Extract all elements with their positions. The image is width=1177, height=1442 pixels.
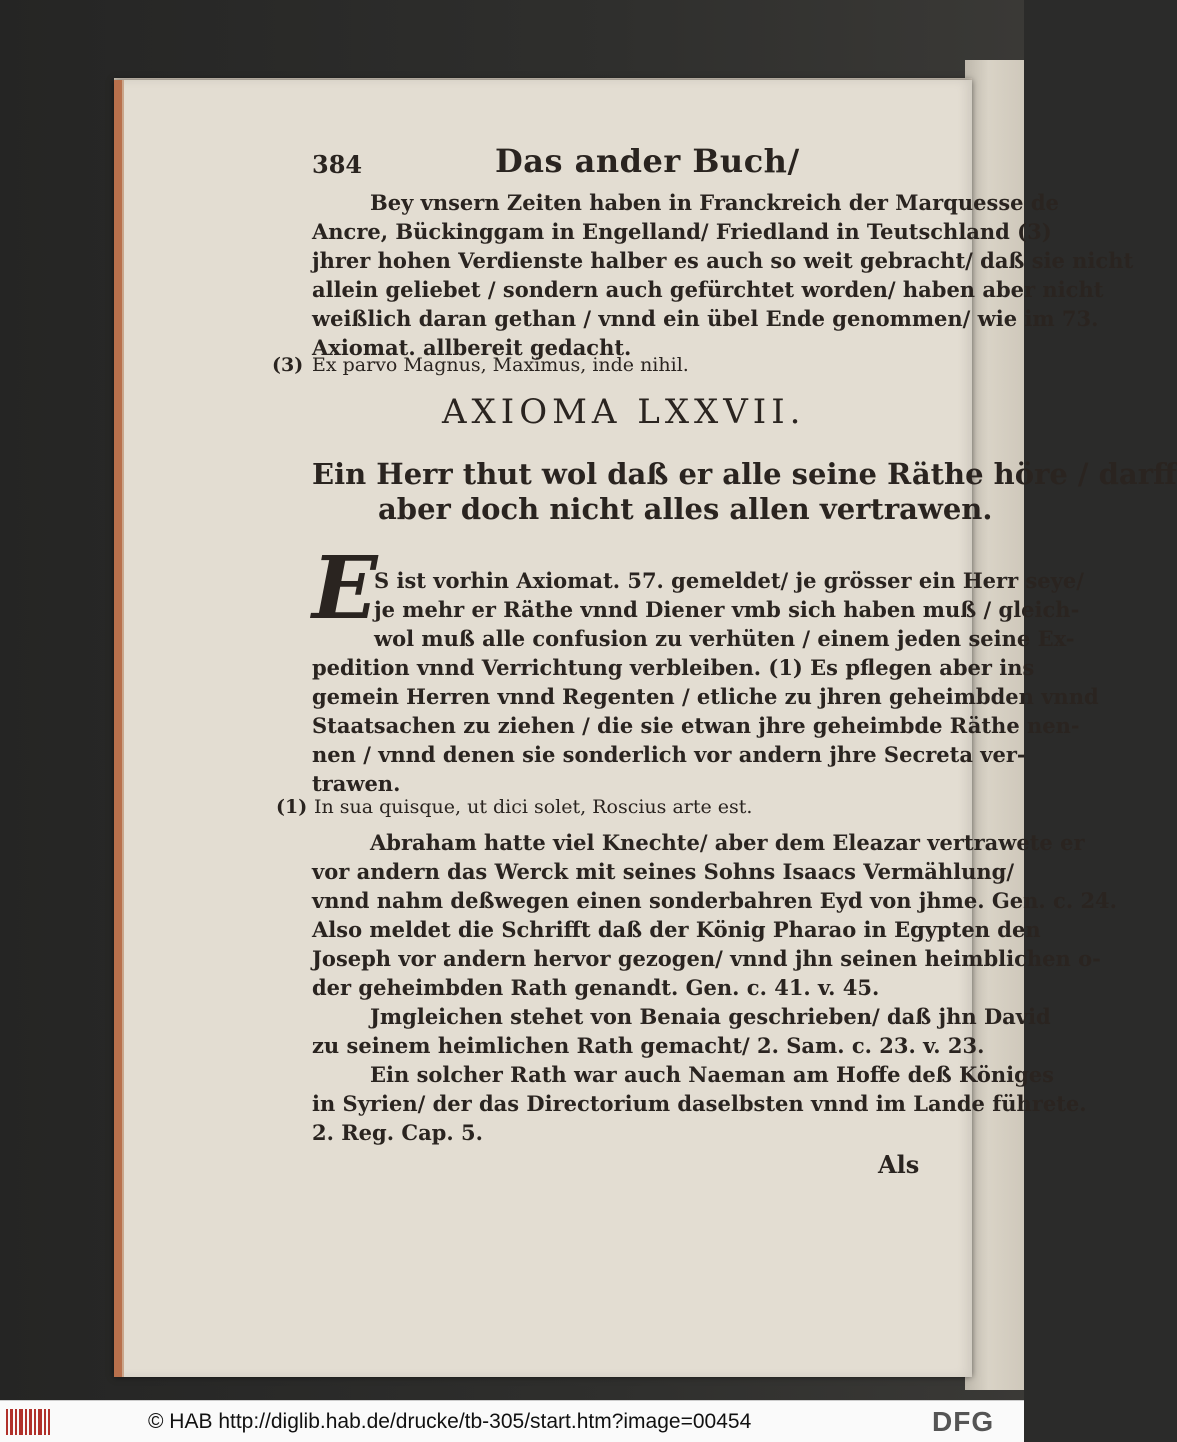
text-line: der geheimbden Rath genandt. Gen. c. 41. v. 45. bbox=[312, 975, 880, 1000]
text-line: allein geliebet / sondern auch gefürchtet worden/ haben aber nicht bbox=[312, 277, 1104, 302]
text-line: nen / vnnd denen sie sonderlich vor andern jhre Secreta ver- bbox=[312, 742, 1026, 767]
text-line: Ancre, Bückinggam in Engelland/ Friedland in Teutschland (3) bbox=[312, 219, 1052, 244]
footer-bar bbox=[0, 1400, 1024, 1442]
text-line: Axiomat. allbereit gedacht. bbox=[312, 335, 632, 360]
axiom-title: AXIOMA LXXVII. bbox=[442, 392, 806, 432]
text-line: Bey vnsern Zeiten haben in Franckreich der Marquesse de bbox=[370, 190, 1059, 215]
text-line: Abraham hatte viel Knechte/ aber dem Eleazar vertrawete er bbox=[370, 830, 1085, 855]
text-line: vnnd nahm deßwegen einen sonderbahren Eyd von jhme. Gen. c. 24. bbox=[312, 888, 1117, 913]
text-line: jhrer hohen Verdienste halber es auch so weit gebracht/ daß sie nicht bbox=[312, 248, 1134, 273]
footnote-text: In sua quisque, ut dici solet, Roscius arte est. bbox=[314, 796, 753, 818]
text-line: pedition vnnd Verrichtung verbleiben. (1) Es pflegen aber ins bbox=[312, 655, 1035, 680]
text-line: vor andern das Werck mit seines Sohns Isaacs Vermählung/ bbox=[312, 859, 1015, 884]
text-line: je mehr er Räthe vnnd Diener vmb sich haben muß / gleich- bbox=[374, 597, 1080, 622]
barcode-icon bbox=[6, 1409, 50, 1435]
text-line: wol muß alle confusion zu verhüten / einem jeden seine Ex- bbox=[374, 626, 1075, 651]
catchword: Als bbox=[878, 1150, 920, 1179]
footnote-text: Ex parvo Magnus, Maximus, inde nihil. bbox=[312, 354, 689, 376]
text-line: Also meldet die Schrifft daß der König Pharao in Egypten den bbox=[312, 917, 1041, 942]
text-line: weißlich daran gethan / vnnd ein übel Ende genommen/ wie im 73. bbox=[312, 306, 1099, 331]
page-number: 384 bbox=[312, 150, 363, 179]
text-line: S ist vorhin Axiomat. 57. gemeldet/ je grösser ein Herr seye/ bbox=[374, 568, 1084, 593]
text-line: in Syrien/ der das Directorium daselbsten vnnd im Lande führete. bbox=[312, 1091, 1087, 1116]
text-line: Staatsachen zu ziehen / die sie etwan jhre geheimbde Räthe nen- bbox=[312, 713, 1080, 738]
text-line: gemein Herren vnnd Regenten / etliche zu jhren geheimbden vnnd bbox=[312, 684, 1099, 709]
heading-line: aber doch nicht alles allen vertrawen. bbox=[378, 492, 993, 526]
dfg-logo: DFG bbox=[932, 1406, 995, 1437]
text-line: Joseph vor andern hervor gezogen/ vnnd jhn seinen heimblichen o- bbox=[312, 946, 1101, 971]
text-line: zu seinem heimlichen Rath gemacht/ 2. Sam. c. 23. v. 23. bbox=[312, 1033, 985, 1058]
text-line: Jmgleichen stehet von Benaia geschrieben/ daß jhn David bbox=[370, 1004, 1051, 1029]
text-line: trawen. bbox=[312, 771, 401, 796]
footnote-mark: (1) bbox=[276, 796, 308, 818]
running-head: Das ander Buch/ bbox=[495, 142, 800, 180]
drop-cap: E bbox=[312, 538, 378, 639]
heading-line: Ein Herr thut wol daß er alle seine Räthe höre / darff bbox=[312, 457, 1177, 491]
text-line: Ein solcher Rath war auch Naeman am Hoffe deß Königes bbox=[370, 1062, 1054, 1087]
footnote-mark: (3) bbox=[272, 354, 304, 376]
text-line: 2. Reg. Cap. 5. bbox=[312, 1120, 483, 1145]
copyright-link[interactable]: © HAB http://diglib.hab.de/drucke/tb-305/start.htm?image=00454 bbox=[148, 1410, 752, 1433]
